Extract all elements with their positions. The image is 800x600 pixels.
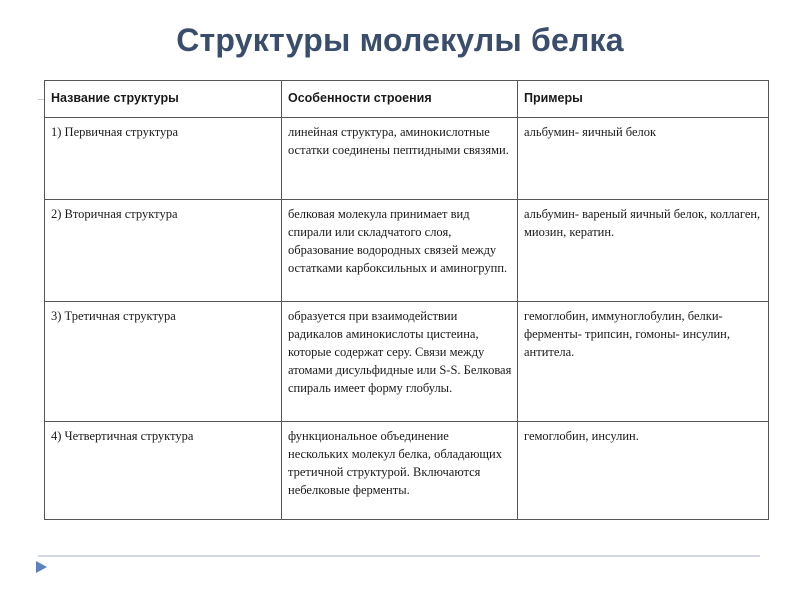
cell-structure-name: 2) Вторичная структура bbox=[45, 200, 282, 302]
cell-structure-features: белковая молекула принимает вид спирали или складчатого слоя, образование водородных связей между остатками карбоксильных и аминогрупп. bbox=[282, 200, 518, 302]
header-structure-features: Особенности строения bbox=[282, 81, 518, 118]
header-examples: Примеры bbox=[518, 81, 769, 118]
play-triangle-icon[interactable] bbox=[34, 560, 48, 574]
table-header-row bbox=[45, 81, 769, 118]
cell-structure-features: линейная структура, аминокислотные остатки соединены пептидными связями. bbox=[282, 118, 518, 200]
table-row bbox=[45, 302, 769, 422]
cell-structure-features: функциональное объединение нескольких молекул белка, обладающих третичной структурой. Включаются небелковые ферменты. bbox=[282, 422, 518, 520]
protein-structure-table bbox=[44, 80, 769, 520]
cell-structure-features: образуется при взаимодействии радикалов аминокислоты цистеина, которые содержат серу. Связи между атомами дисульфидные или S-S. Белковая спираль имеет форму глобулы. bbox=[282, 302, 518, 422]
cell-examples: гемоглобин, инсулин. bbox=[518, 422, 769, 520]
cell-examples: альбумин- вареный яичный белок, коллаген, миозин, кератин. bbox=[518, 200, 769, 302]
table-row bbox=[45, 422, 769, 520]
bottom-divider bbox=[38, 555, 760, 557]
table-row bbox=[45, 118, 769, 200]
cell-structure-name: 3) Третичная структура bbox=[45, 302, 282, 422]
header-structure-name: Название структуры bbox=[45, 81, 282, 118]
page-title: Структуры молекулы белка bbox=[176, 22, 624, 58]
cell-examples: альбумин- яичный белок bbox=[518, 118, 769, 200]
cell-structure-name: 1) Первичная структура bbox=[45, 118, 282, 200]
cell-examples: гемоглобин, иммуноглобулин, белки-ферменты- трипсин, гомоны- инсулин, антитела. bbox=[518, 302, 769, 422]
table-row bbox=[45, 200, 769, 302]
cell-structure-name: 4) Четвертичная структура bbox=[45, 422, 282, 520]
